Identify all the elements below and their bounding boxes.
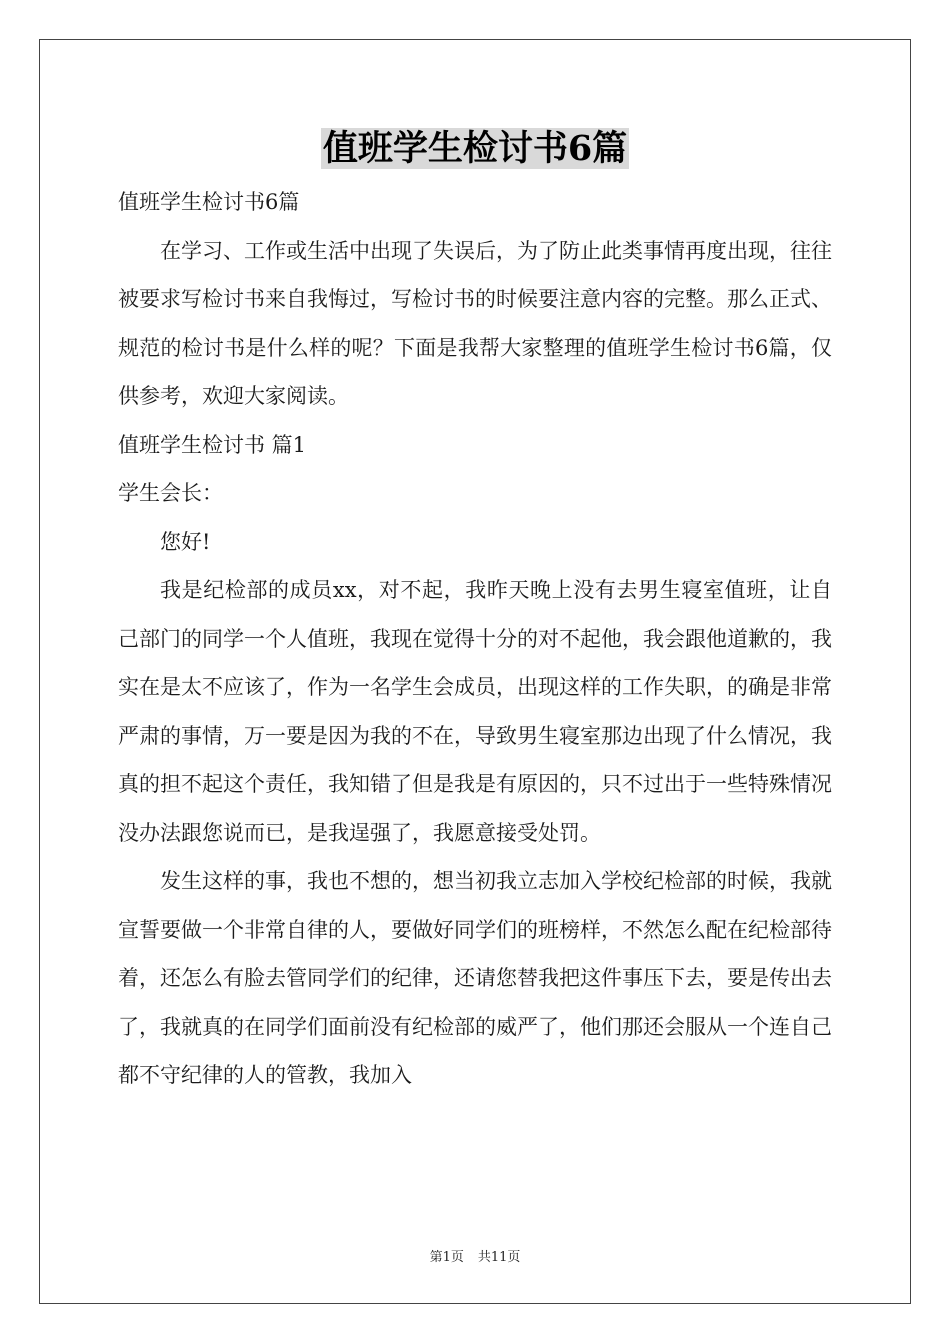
document-body xyxy=(118,178,832,1100)
subtitle: 值班学生检讨书6篇 xyxy=(118,190,300,214)
body-paragraph-1: 我是纪检部的成员xx，对不起，我昨天晚上没有去男生寝室值班，让自己部门的同学一个人值班，我现在觉得十分的对不起他，我会跟他道歉的，我实在是太不应该了，作为一名学生会成员，出现这样的工作失职，的确是非常严肃的事情，万一要是因为我的不在，导致男生寝室那边出现了什么情况，我真的担不起这个责任，我知错了但是我是有原因的，只不过出于一些特殊情况没办法跟您说而已，是我逞强了，我愿意接受处罚。 xyxy=(118,578,832,845)
document-title xyxy=(0,126,950,172)
page-number: 第1页 xyxy=(429,1250,464,1265)
body-paragraph-2: 发生这样的事，我也不想的，想当初我立志加入学校纪检部的时候，我就宣誓要做一个非常自律的人，要做好同学们的班榜样，不然怎么配在纪检部待着，还怎么有脸去管同学们的纪律，还请您替我把这件事压下去，要是传出去了，我就真的在同学们面前没有纪检部的威严了，他们那还会服从一个连自己都不守纪律的人的管教，我加入 xyxy=(118,869,832,1087)
page-total: 共11页 xyxy=(477,1250,521,1265)
section-heading: 值班学生检讨书 篇1 xyxy=(118,432,307,457)
greeting: 您好! xyxy=(160,529,211,554)
page-footer xyxy=(0,1246,950,1265)
intro-paragraph: 在学习、工作或生活中出现了失误后，为了防止此类事情再度出现，往往被要求写检讨书来自我悔过，写检讨书的时候要注意内容的完整。那么正式、规范的检讨书是什么样的呢？下面是我帮大家整理的值班学生检讨书6篇，仅供参考，欢迎大家阅读。 xyxy=(118,238,832,408)
document-title-text: 值班学生检讨书6篇 xyxy=(322,128,628,169)
salutation: 学生会长： xyxy=(118,481,223,505)
